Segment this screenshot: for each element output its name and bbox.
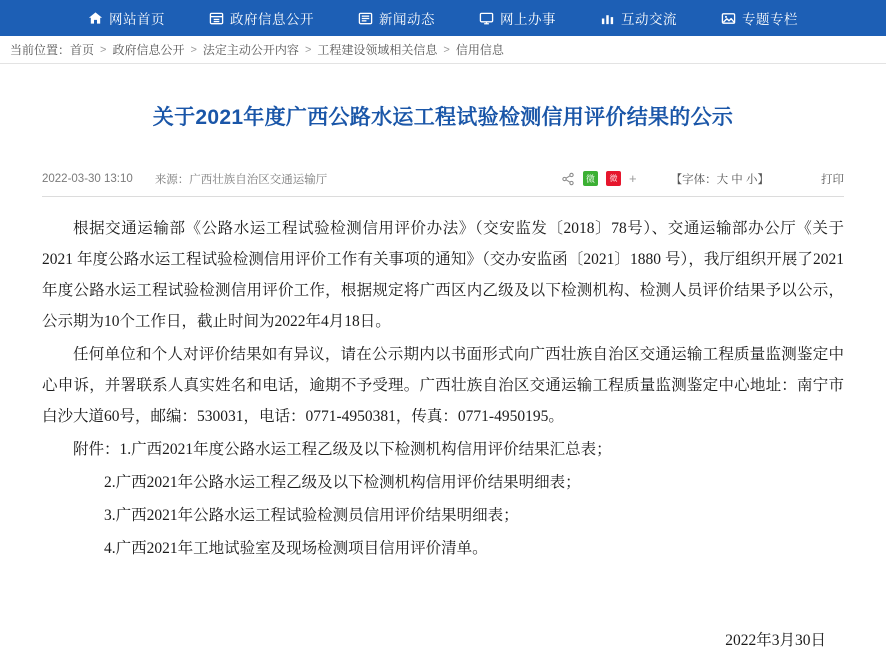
print-button[interactable]: 打印 — [821, 173, 844, 186]
breadcrumb-separator: > — [304, 43, 312, 56]
page-title: 关于2021年度广西公路水运工程试验检测信用评价结果的公示 — [152, 106, 734, 129]
publish-date: 2022-03-30 13:10 — [42, 172, 133, 185]
nav-item-interaction[interactable] — [578, 8, 699, 28]
attachment-item-4: 4.广西2021年工地试验室及现场检测项目信用评价清单。 — [104, 539, 488, 557]
paragraph-2: 任何单位和个人对评价结果如有异议，请在公示期内以书面形式向广西壮族自治区交通运输工程质量监测鉴定中心申诉，并署联系人真实姓名和电话，逾期不予受理。广西壮族自治区交通运输工程质量监测鉴定中心地址：南宁市白沙大道60号，邮编：530031，电话：0771-4950381，传真：0771-4950195。 — [42, 345, 844, 425]
font-size-label: 【字体： — [670, 173, 717, 186]
article-signature-date: 2022年3月30日 — [725, 631, 826, 648]
breadcrumb-separator: > — [100, 43, 107, 56]
nav-item-label: 新闻动态 — [379, 12, 435, 27]
article-metabar — [42, 168, 844, 190]
news-icon — [358, 11, 373, 26]
breadcrumb-item-construction-info[interactable]: 工程建设领域相关信息 — [317, 43, 438, 57]
nav-item-label: 网上办事 — [500, 12, 556, 27]
main-navigation — [0, 0, 886, 36]
archive-icon — [209, 11, 224, 26]
nav-item-online-service[interactable] — [457, 8, 578, 28]
more-share-icon[interactable]: + — [629, 171, 637, 186]
article — [0, 102, 886, 648]
share-tools — [561, 171, 844, 187]
breadcrumb-label: 当前位置： — [10, 43, 71, 57]
chart-icon — [600, 11, 615, 26]
attachment-list — [42, 434, 844, 564]
attachment-item-3: 3.广西2021年公路水运工程试验检测员信用评价结果明细表； — [104, 506, 519, 524]
breadcrumb-item-gov-info[interactable]: 政府信息公开 — [112, 43, 185, 57]
font-size-control — [671, 171, 769, 187]
breadcrumb-item-legal-disclosure[interactable]: 法定主动公开内容 — [202, 43, 299, 57]
image-icon — [721, 11, 736, 26]
weibo-share-icon[interactable]: 微 — [606, 171, 621, 186]
monitor-icon — [479, 11, 494, 26]
font-size-small[interactable]: 小 — [746, 173, 758, 186]
divider — [42, 196, 844, 197]
breadcrumb-separator: > — [190, 43, 197, 56]
nav-item-label: 互动交流 — [621, 12, 677, 27]
breadcrumb-separator: > — [443, 43, 450, 56]
nav-item-special-topics[interactable] — [699, 8, 820, 28]
attachment-item-1: 附件：1.广西2021年度公路水运工程乙级及以下检测机构信用评价结果汇总表； — [73, 440, 612, 458]
share-icon[interactable] — [561, 172, 575, 186]
nav-item-label: 网站首页 — [109, 12, 165, 27]
paragraph-1: 根据交通运输部《公路水运工程试验检测信用评价办法》（交安监发〔2018〕78号）、交通运输部办公厅《关于2021 年度公路水运工程试验检测信用评价工作有关事项的通知》（交办安监函〔2021〕1880 号），我厅组织开展了2021年度公路水运工程试验检测信用评价工作，根据规定将广西区内乙级及以下检测机构、检测人员评价结果予以公示，公示期为10个工作日，截止时间为2022年4月18日。 — [42, 219, 844, 330]
font-size-close-bracket: 】 — [757, 173, 769, 186]
breadcrumb-item-home[interactable]: 首页 — [70, 43, 95, 57]
attachment-item-2: 2.广西2021年公路水运工程乙级及以下检测机构信用评价结果明细表； — [104, 473, 581, 491]
nav-item-news[interactable] — [336, 8, 457, 28]
font-size-large[interactable]: 大 — [716, 173, 729, 186]
breadcrumb — [0, 36, 886, 64]
breadcrumb-item-credit-info[interactable]: 信用信息 — [455, 43, 504, 57]
article-body — [42, 213, 844, 564]
wechat-share-icon[interactable]: 微 — [583, 171, 598, 186]
article-source: 来源：广西壮族自治区交通运输厅 — [154, 173, 328, 186]
nav-item-label: 政府信息公开 — [230, 12, 314, 27]
font-size-medium[interactable]: 中 — [731, 173, 743, 186]
nav-item-gov-info[interactable] — [187, 8, 336, 28]
nav-item-home[interactable] — [66, 8, 187, 28]
nav-item-label: 专题专栏 — [742, 12, 798, 27]
home-icon — [88, 11, 103, 26]
